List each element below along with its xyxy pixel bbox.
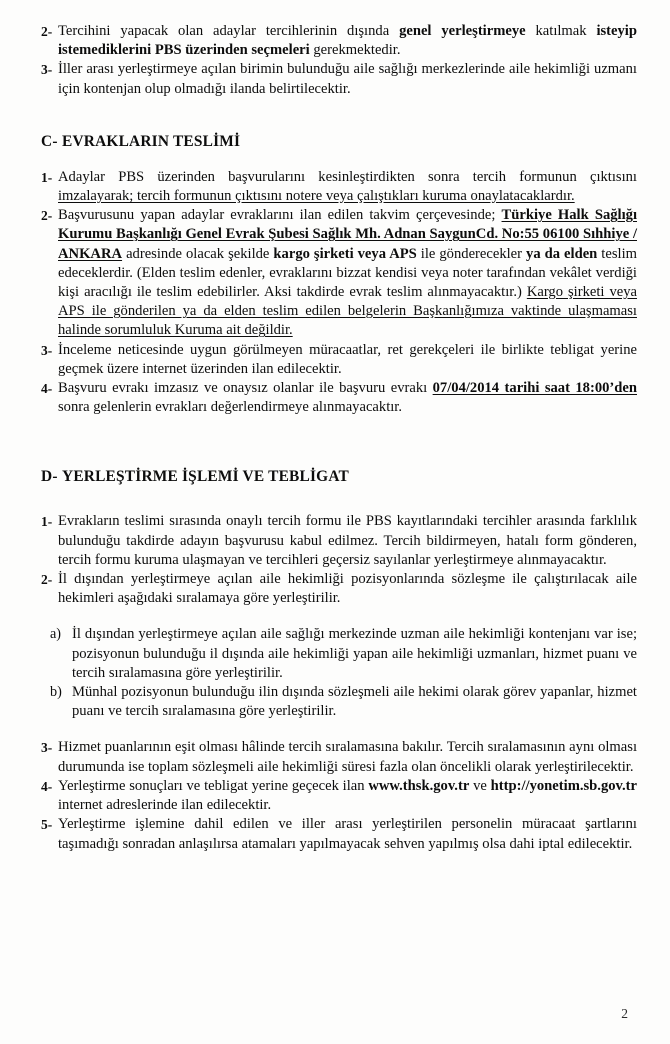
spacer	[41, 451, 637, 468]
list-item	[41, 60, 637, 98]
list-marker: 5-	[41, 817, 53, 833]
section-heading-d	[41, 468, 637, 486]
section-title: EVRAKLARIN TESLİMİ	[62, 132, 241, 150]
list-item	[41, 815, 637, 853]
sub-list-marker: a)	[50, 626, 62, 643]
list-item	[41, 512, 637, 570]
list-marker: 3-	[41, 342, 53, 358]
spacer	[41, 608, 637, 625]
section-d-sublist	[41, 625, 637, 721]
list-text: Tercihini yapacak olan adaylar tercihlerinin dışında genel yerleştirmeye katılmak isteyip istemediklerini PBS üzerinden seçmeleri gerekmektedir.	[58, 23, 637, 59]
list-item	[41, 22, 637, 60]
list-marker: 4-	[41, 778, 53, 794]
section-title: YERLEŞTİRME İŞLEMİ VE TEBLİGAT	[62, 468, 349, 486]
list-text: İl dışından yerleştirmeye açılan aile hekimliği pozisyonlarında sözleşme ile çalıştırılacak aile hekimleri aşağıdaki sıralamaya göre yerleştirilir.	[58, 571, 637, 607]
section-heading-c	[41, 133, 637, 151]
list-marker: 2-	[41, 572, 53, 588]
section-d-list-tail	[41, 738, 637, 853]
list-text: Evrakların teslimi sırasında onaylı tercih formu ile PBS kayıtlarındaki tercihler arasında farklılık bulunduğu takdirde adayın başvurusu kabul edilmez. Tercih bildirmeyen, hatalı form gönderen, tercih formu kuruma ulaşmayan ve tercihleri geçersiz sayılanlar yerleştirmeye alınmayacaktır.	[58, 513, 637, 568]
sub-list-marker: b)	[50, 684, 62, 701]
list-marker: 1-	[41, 169, 53, 185]
list-text: Yerleştirme sonuçları ve tebligat yerine geçecek ilan www.thsk.gov.tr ve http://yonetim.sb.gov.tr internet adreslerinde ilan edilecektir.	[58, 777, 638, 814]
list-text: İller arası yerleştirmeye açılan birimin bulunduğu aile sağlığı merkezlerinde aile hekimliği uzmanı için kontenjan olup olmadığı ilanda belirtilecektir.	[58, 61, 637, 97]
list-item	[41, 168, 637, 206]
list-marker: 3-	[41, 740, 53, 756]
sub-list-text: İl dışından yerleştirmeye açılan aile sağlığı merkezinde uzman aile hekimliği kontenjanı var ise; pozisyonun bulunduğu il dışında aile hekimliği yapan aile hekimliği uzmanları, hizmet puanı ve tercih sıralamasına göre yerleştirilir.	[72, 626, 637, 681]
list-text: Adaylar PBS üzerinden başvurularını kesinleştirdikten sonra tercih formunun çıktısını imzalayarak; tercih formunun çıktısını notere veya çalıştıkları kuruma onaylatacaklardır.	[58, 168, 637, 205]
list-marker: 2-	[41, 24, 53, 39]
spacer	[41, 486, 637, 512]
spacer	[41, 417, 637, 451]
list-text: Başvuru evrakı imzasız ve onaysız olanlar ile başvuru evrakı 07/04/2014 tarihi saat 18:00’den sonra gelenlerin evrakları değerlendirmeye alınmayacaktır.	[58, 380, 637, 416]
list-item	[41, 341, 637, 379]
page-number: 2	[621, 1006, 628, 1021]
list-item	[41, 777, 637, 815]
spacer	[41, 99, 637, 133]
sub-list-item	[41, 683, 637, 721]
section-letter: D-	[41, 468, 58, 486]
list-item	[41, 379, 637, 417]
list-marker: 4-	[41, 381, 53, 397]
list-text: İnceleme neticesinde uygun görülmeyen müracaatlar, ret gerekçeleri ile birlikte tebligat yerine geçmek üzere internet üzerinden ilan edilecektir.	[58, 341, 637, 377]
section-letter: C-	[41, 132, 58, 150]
top-list	[41, 22, 637, 99]
list-text: Başvurusunu yapan adaylar evraklarını ilan edilen takvim çerçevesinde; Türkiye Halk Sağlığı Kurumu Başkanlığı Genel Evrak Şubesi Sağlık Mh. Adnan SaygunCd. No:55 06100 Sıhhiye / ANKARA adresinde olacak şekilde kargo şirketi veya APS ile gönderecekler ya da elden teslim edeceklerdir. (Elden teslim edenler, evraklarını bizzat kendisi veya noter tarafından vekâlet verdiği kişi aracılığı ile teslim edebilirler. Aksi takdirde evrak teslim alınmayacaktır.) Kargo şirketi veya APS ile gönderilen ya da elden teslim edilen belgelerin Başkanlığımıza vaktinde ulaşmaması halinde sorumluluk Kuruma ait değildir.	[58, 207, 638, 339]
list-marker: 2-	[41, 208, 53, 224]
sub-list-item	[41, 625, 637, 683]
list-item	[41, 570, 637, 608]
list-marker: 3-	[41, 62, 53, 78]
list-item	[41, 738, 637, 776]
spacer	[41, 721, 637, 738]
document-body	[41, 22, 637, 854]
section-d-list	[41, 512, 637, 608]
list-marker: 1-	[41, 514, 53, 530]
list-item	[41, 206, 637, 340]
section-c-list	[41, 168, 637, 418]
spacer	[41, 151, 637, 168]
list-text: Yerleştirme işlemine dahil edilen ve iller arası yerleştirilen personelin müracaat şartlarını taşımadığı sonradan anlaşılırsa atamaları yapılmayacak sehven yapılmış olsa dahi iptal edilecektir.	[58, 816, 637, 852]
sub-list-text: Münhal pozisyonun bulunduğu ilin dışında sözleşmeli aile hekimi olarak görev yapanlar, hizmet puanı ve tercih sıralamasına göre yerleştirilir.	[72, 684, 637, 720]
list-text: Hizmet puanlarının eşit olması hâlinde tercih sıralamasına bakılır. Tercih sıralamasının aynı olması durumunda ise toplam sözleşmeli aile hekimliği süresi fazla olan öncelikli olarak yerleştirilecektir.	[58, 739, 637, 775]
